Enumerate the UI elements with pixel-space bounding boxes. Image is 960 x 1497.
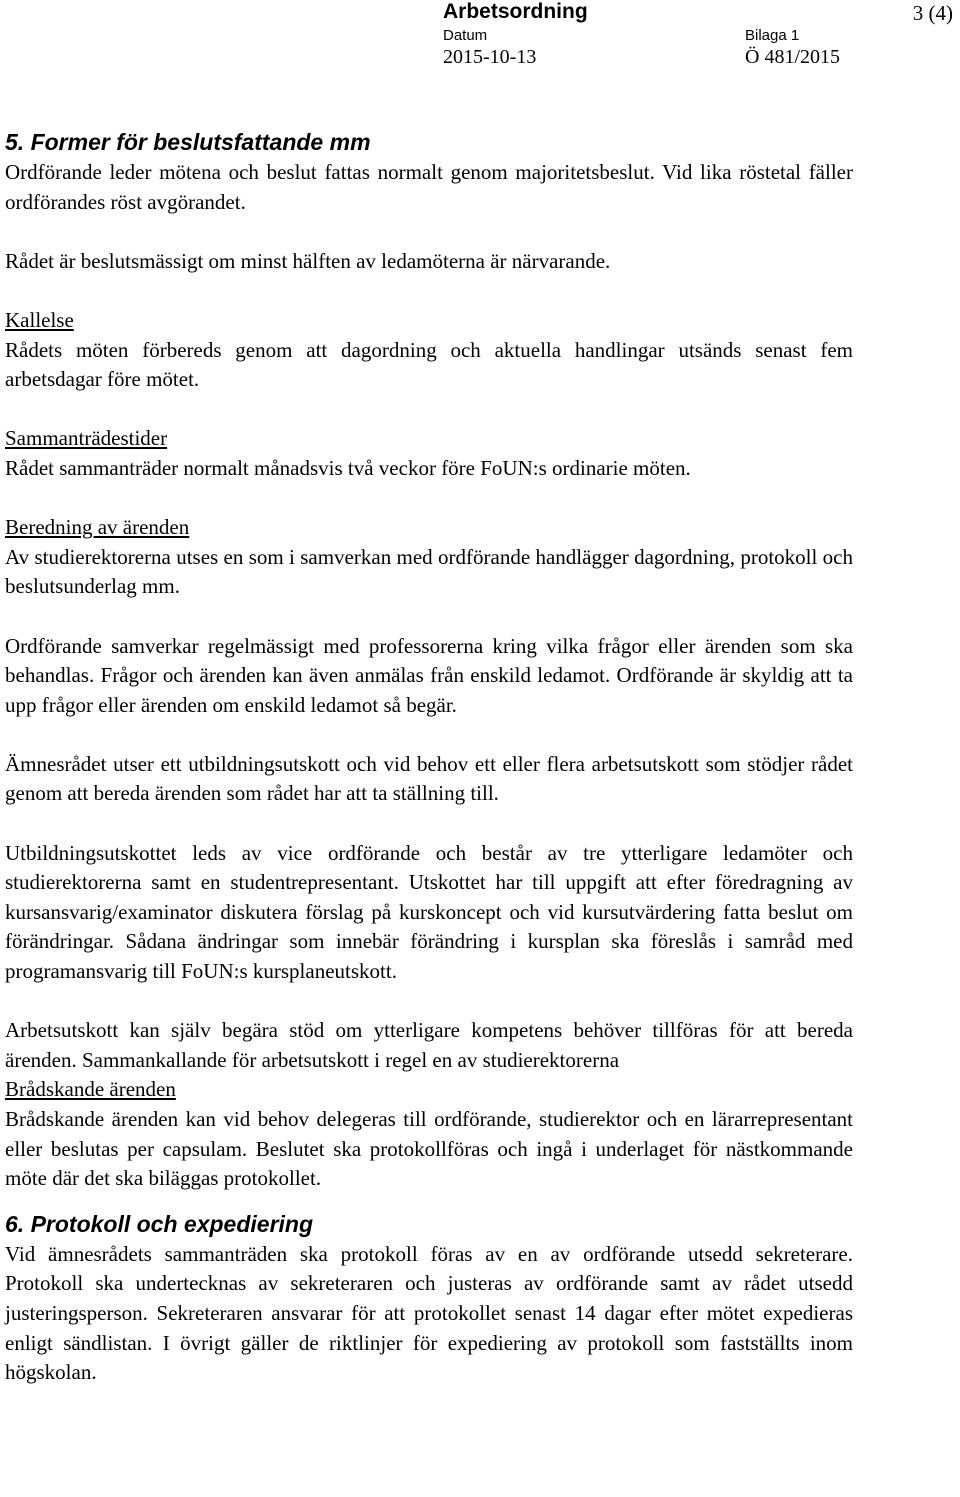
sammantradestider-heading: Sammanträdestider (5, 426, 168, 451)
kallelse-text: Rådets möten förbereds genom att dagordning och aktuella handlingar utsänds senast fem arbetsdagar före mötet. (5, 337, 853, 392)
date-label: Datum (443, 27, 488, 44)
bradskande-text: Brådskande ärenden kan vid behov delegeras till ordförande, studierektor och en lärarrepresentant eller beslutas per capsulam. Beslutet ska protokollföras och ingå i underlaget för nästkommande möte där det ska biläggas protokollet. (5, 1107, 853, 1191)
document-body (5, 126, 853, 1388)
bradskande-heading: Brådskande ärenden (5, 1077, 176, 1102)
page-number: 3 (4) (912, 1, 953, 25)
date-value: 2015-10-13 (443, 46, 537, 68)
subsection-kallelse (5, 306, 853, 395)
sammantradestider-text: Rådet sammanträder normalt månadsvis två veckor före FoUN:s ordinarie möten. (5, 455, 691, 480)
paragraph-utbildningsutskottet: Utbildningsutskottet leds av vice ordförande och består av tre ytterligare ledamöter och studierektorerna samt en studentrepresentant. Utskottet har till uppgift att efter föredragning av kursansvarig/examinator diskutera förslag på kurskoncept och vid kursutvärdering fatta beslut om förändringar. Sådana ändringar som innebär förändring i kursplan ska föreslås i samråd med programansvarig till FoUN:s kursplaneutskott. (5, 840, 853, 984)
paragraph-amnesradet: Ämnesrådet utser ett utbildningsutskott och vid behov ett eller flera arbetsutskott som stödjer rådet genom att bereda ärenden som rådet har att ta ställning till. (5, 751, 853, 806)
paragraph-ordforande-samverkar: Ordförande samverkar regelmässigt med professorerna kring vilka frågor eller ärenden som ska behandlas. Frågor och ärenden kan även anmälas från enskild ledamot. Ordförande är skyldig att ta upp frågor eller ärenden om enskild ledamot så begär. (5, 633, 853, 717)
reference-value: Ö 481/2015 (745, 46, 840, 68)
subsection-sammantradestider (5, 424, 853, 483)
paragraph-arbetsutskott: Arbetsutskott kan själv begära stöd om ytterligare kompetens behöver tillföras för att bereda ärenden. Sammankallande för arbetsutskott i regel en av studierektorerna (5, 1018, 853, 1072)
subsection-beredning (5, 513, 853, 602)
paragraph-beslutsmassigt: Rådet är beslutsmässigt om minst hälften av ledamöterna är närvarande. (5, 248, 611, 273)
paragraph-ordforande-beslut: Ordförande leder mötena och beslut fattas normalt genom majoritetsbeslut. Vid lika röstetal fäller ordförandes röst avgörandet. (5, 160, 853, 214)
kallelse-heading: Kallelse (5, 307, 74, 332)
document-title: Arbetsordning (443, 0, 588, 23)
subsection-bradskande (5, 1075, 853, 1193)
section-5-heading: 5. Former för beslutsfattande mm (5, 129, 371, 155)
paragraph-protokoll: Vid ämnesrådets sammanträden ska protokoll föras av en av ordförande utsedd sekreterare. Protokoll ska undertecknas av sekreteraren och justeras av ordförande samt av rådet utsedd justeringsperson. Sekreteraren ansvarar för att protokollet senast 14 dagar efter mötet expedieras enligt sändlistan. I övrigt gäller de riktlinjer för expediering av protokoll som fastställts inom högskolan. (5, 1241, 853, 1385)
reference-label: Bilaga 1 (745, 27, 800, 44)
section-6-heading: 6. Protokoll och expediering (5, 1210, 314, 1237)
beredning-heading: Beredning av ärenden (5, 515, 190, 540)
beredning-text: Av studierektorerna utses en som i samverkan med ordförande handlägger dagordning, protokoll och beslutsunderlag mm. (5, 544, 853, 599)
